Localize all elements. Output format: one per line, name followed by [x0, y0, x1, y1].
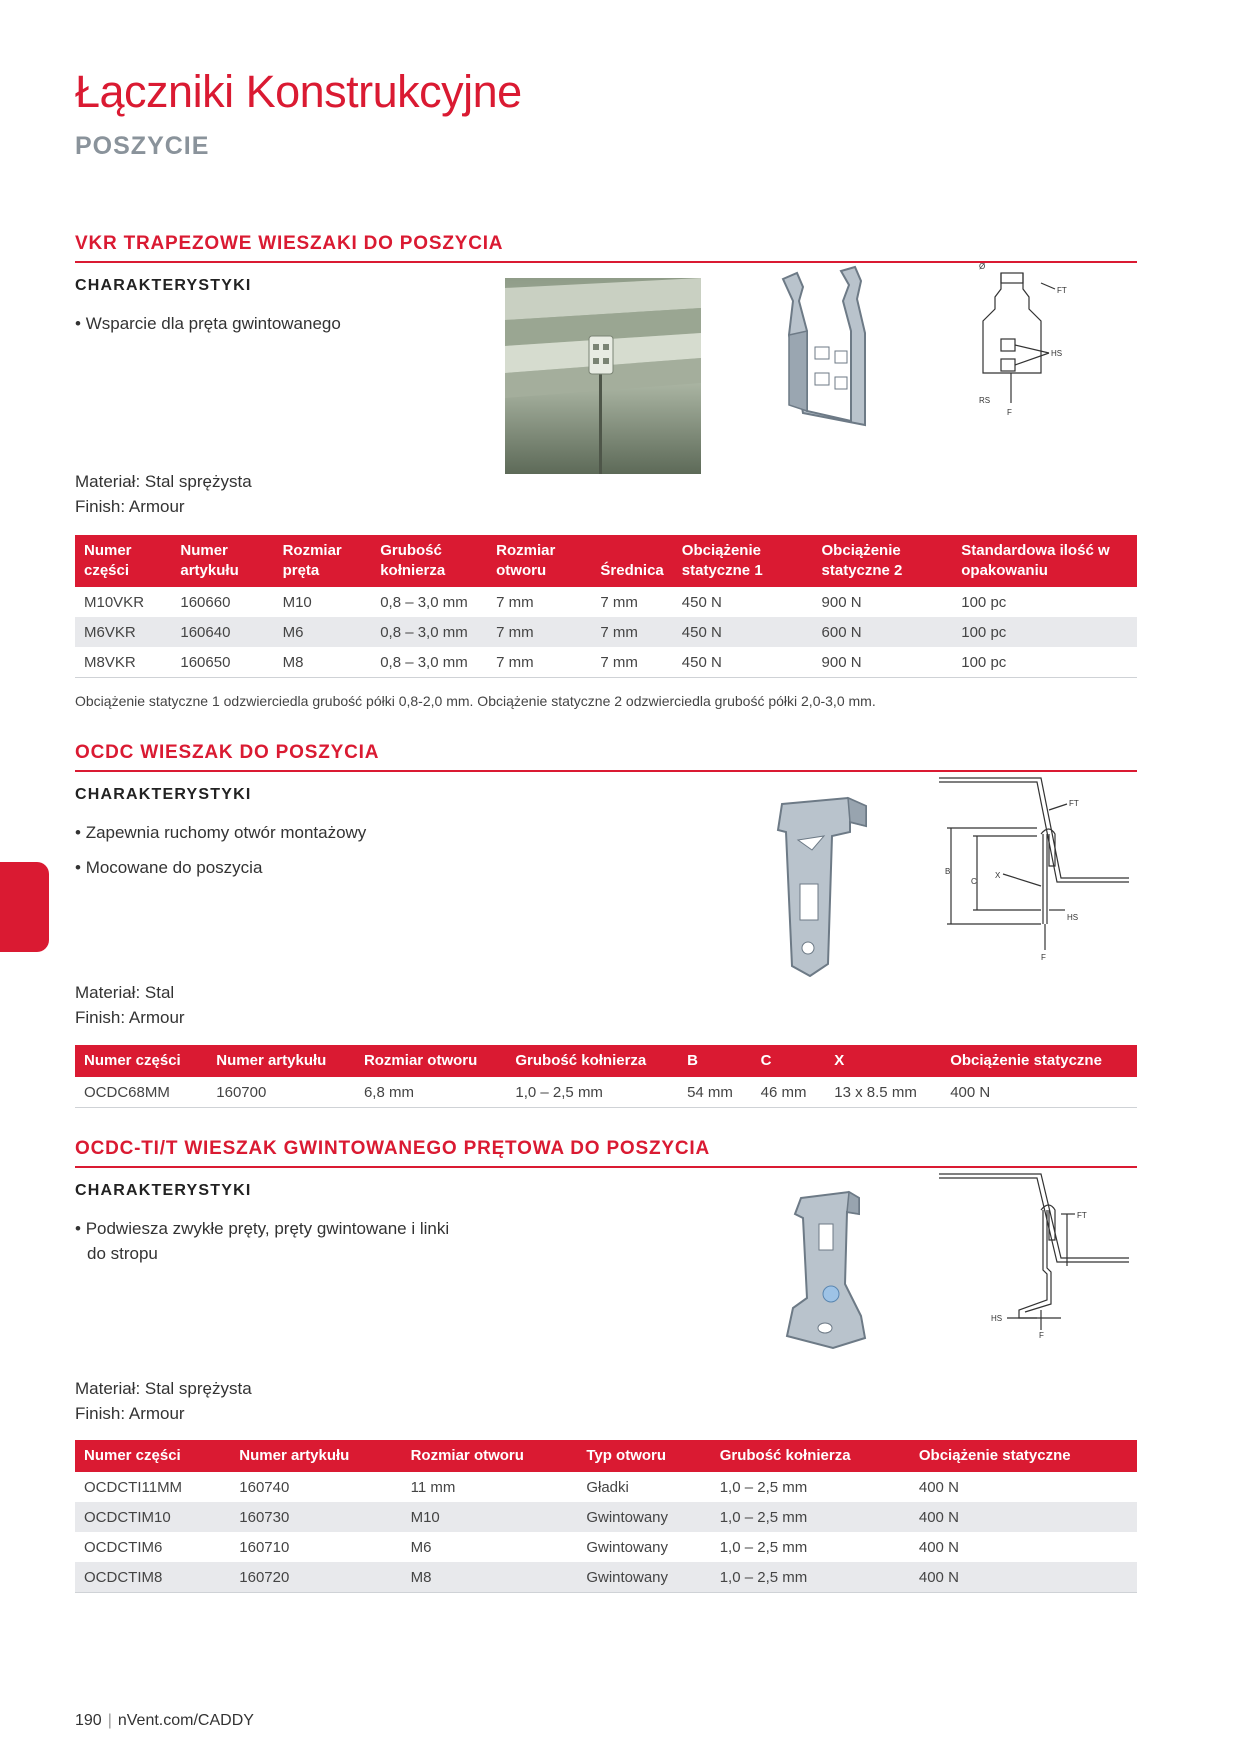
table-cell: 1,0 – 2,5 mm: [719, 1538, 808, 1556]
characteristics-heading: CHARAKTERYSTYKI: [75, 1182, 252, 1199]
column-header: Numer części: [75, 1440, 230, 1472]
table-row: [75, 1532, 1137, 1562]
table-cell: Gładki: [586, 1478, 629, 1496]
column-header: B: [678, 1045, 752, 1077]
footer-separator: |: [107, 1712, 112, 1729]
table-cell: 160710: [239, 1538, 290, 1556]
side-tab-marker: [0, 862, 49, 952]
table-row: [75, 587, 1137, 617]
finish-text: Finish: Armour: [75, 1404, 185, 1423]
table-cell: M8: [274, 647, 372, 678]
table-cell: 400 N: [918, 1478, 959, 1496]
table-row: [75, 1502, 1137, 1532]
table-row: [75, 1562, 1137, 1593]
section-title: OCDC WIESZAK DO POSZYCIA: [75, 742, 1137, 772]
column-header: Grubość kołnierza: [506, 1045, 678, 1077]
table-cell: M10VKR: [84, 593, 145, 611]
ocdc-technical-drawing: [937, 774, 1137, 964]
table-cell: 7 mm: [487, 647, 591, 678]
table-cell: 160640: [171, 617, 273, 647]
footer-link[interactable]: nVent.com/CADDY: [117, 1712, 254, 1729]
table-cell: M6: [410, 1538, 432, 1556]
ocdc-product-image: [770, 792, 880, 977]
column-header: Typ otworu: [577, 1440, 710, 1472]
table-cell: 450 N: [673, 617, 813, 647]
table-cell: 100 pc: [952, 647, 1137, 678]
table-cell: OCDCTIM6: [84, 1538, 163, 1556]
section-vkr: [75, 233, 1137, 713]
table-cell: 450 N: [681, 593, 722, 611]
diagram-label-ft: FT: [1077, 1211, 1087, 1220]
table-row: [75, 1077, 1137, 1108]
table-cell: 7 mm: [496, 593, 534, 611]
table-cell: 0,8 – 3,0 mm: [380, 593, 468, 611]
column-header: Numer artykułu: [207, 1045, 355, 1077]
table-header-row: [75, 1045, 1137, 1077]
diagram-label-hs: HS: [1051, 349, 1063, 358]
diagram-label-c: C: [971, 877, 977, 886]
material-text: Materiał: Stal: [75, 983, 175, 1002]
column-header: C: [752, 1045, 826, 1077]
diagram-label-hs: HS: [1067, 913, 1079, 922]
diagram-label-rs: RS: [979, 396, 991, 405]
table-cell: 900 N: [821, 593, 862, 611]
table-row: [75, 647, 1137, 678]
vkr-product-image: [763, 261, 883, 441]
table-row: [75, 1472, 1137, 1502]
column-header: Numer artykułu: [171, 535, 273, 587]
diagram-label-ft: FT: [1069, 799, 1079, 808]
column-header: Grubość kołnierza: [711, 1440, 910, 1472]
table-cell: 0,8 – 3,0 mm: [371, 617, 487, 647]
material-info: [75, 1376, 252, 1426]
table-cell: 160650: [171, 647, 273, 678]
section-ocdc-ti: [75, 1138, 1137, 1598]
table-cell: 54 mm: [678, 1077, 752, 1108]
table-cell: 1,0 – 2,5 mm: [711, 1502, 910, 1532]
table-cell: 400 N: [941, 1077, 1137, 1108]
table-cell: 160730: [230, 1502, 401, 1532]
table-cell: Gwintowany: [577, 1562, 710, 1593]
column-header: Numer części: [75, 535, 171, 587]
table-cell: 400 N: [918, 1538, 959, 1556]
bullet-item: • Podwiesza zwykłe pręty, pręty gwintowane i linki do stropu: [75, 1216, 467, 1266]
page-footer: [75, 1712, 254, 1730]
column-header: Rozmiar otworu: [487, 535, 591, 587]
material-info: [75, 980, 185, 1030]
column-header: Obciążenie statyczne: [941, 1045, 1137, 1077]
table-cell: Gwintowany: [586, 1538, 669, 1556]
diagram-label-hs: HS: [991, 1314, 1003, 1323]
table-cell: 160660: [180, 593, 231, 611]
table-cell: 7 mm: [591, 617, 672, 647]
table-cell: Gwintowany: [577, 1502, 710, 1532]
table-header-row: [75, 1440, 1137, 1472]
table-cell: 900 N: [813, 647, 953, 678]
section-title: VKR TRAPEZOWE WIESZAKI DO POSZYCIA: [75, 233, 1137, 263]
table-cell: 1,0 – 2,5 mm: [506, 1077, 678, 1108]
column-header: Obciążenie statyczne: [910, 1440, 1137, 1472]
table-cell: 160740: [239, 1478, 290, 1496]
column-header: Rozmiar pręta: [274, 535, 372, 587]
column-header: Numer artykułu: [230, 1440, 401, 1472]
ocdc-spec-table: [75, 1045, 1137, 1108]
characteristics-heading: CHARAKTERYSTYKI: [75, 277, 252, 294]
table-cell: 400 N: [910, 1502, 1137, 1532]
vkr-spec-table: [75, 535, 1137, 678]
diagram-label-x: X: [995, 871, 1001, 880]
table-cell: 13 x 8.5 mm: [825, 1077, 941, 1108]
table-note: Obciążenie statyczne 1 odzwierciedla grubość półki 0,8-2,0 mm. Obciążenie statyczne 2 odzwierciedla grubość półki 2,0-3,0 mm.: [75, 693, 876, 709]
column-header: Rozmiar otworu: [355, 1045, 506, 1077]
bullet-item: • Wsparcie dla pręta gwintowanego: [75, 311, 1137, 336]
finish-text: Finish: Armour: [75, 1008, 185, 1027]
table-cell: M8: [402, 1562, 578, 1593]
table-cell: 100 pc: [952, 617, 1137, 647]
table-cell: M10: [402, 1502, 578, 1532]
table-cell: 11 mm: [410, 1478, 456, 1496]
table-cell: 0,8 – 3,0 mm: [371, 647, 487, 678]
table-header-row: [75, 535, 1137, 587]
table-cell: 7 mm: [600, 593, 638, 611]
column-header: Standardowa ilość w opakowaniu: [952, 535, 1137, 587]
diagram-label-f: F: [1007, 408, 1012, 417]
table-cell: 1,0 – 2,5 mm: [711, 1562, 910, 1593]
table-cell: 7 mm: [591, 647, 672, 678]
table-cell: M6VKR: [75, 617, 171, 647]
column-header: Grubość kołnierza: [371, 535, 487, 587]
page-title: Łączniki Konstrukcyjne: [75, 66, 522, 117]
table-row: [75, 617, 1137, 647]
diagram-label-b: B: [945, 867, 951, 876]
diagram-label-ft: FT: [1057, 286, 1067, 295]
table-cell: 450 N: [673, 647, 813, 678]
table-cell: OCDCTI11MM: [84, 1478, 183, 1496]
table-cell: OCDCTIM8: [75, 1562, 230, 1593]
material-text: Materiał: Stal sprężysta: [75, 472, 252, 491]
column-header: Średnica: [591, 535, 672, 587]
column-header: Rozmiar otworu: [402, 1440, 578, 1472]
table-cell: 46 mm: [752, 1077, 826, 1108]
table-cell: M10: [282, 593, 312, 611]
vkr-technical-drawing: [945, 253, 1125, 433]
table-cell: M6: [274, 617, 372, 647]
section-ocdc: [75, 742, 1137, 1112]
table-cell: 100 pc: [961, 593, 1007, 611]
diagram-label-f: F: [1041, 953, 1046, 962]
column-header: Obciążenie statyczne 1: [673, 535, 813, 587]
ocdc-ti-spec-table: [75, 1440, 1137, 1593]
page-subtitle: POSZYCIE: [75, 132, 210, 160]
material-text: Materiał: Stal sprężysta: [75, 1379, 252, 1398]
page-number: 190: [75, 1712, 102, 1729]
finish-text: Finish: Armour: [75, 497, 185, 516]
ocdc-ti-technical-drawing: [937, 1170, 1137, 1340]
material-info: [75, 469, 252, 519]
table-cell: 6,8 mm: [355, 1077, 506, 1108]
table-cell: 160720: [230, 1562, 401, 1593]
vkr-installed-photo: [505, 278, 701, 474]
column-header: Obciążenie statyczne 2: [813, 535, 953, 587]
section-title: OCDC-TI/T WIESZAK GWINTOWANEGO PRĘTOWA DO POSZYCIA: [75, 1138, 1137, 1168]
bullet-item: • Mocowane do poszycia: [75, 855, 1137, 880]
table-cell: 7 mm: [487, 617, 591, 647]
ocdc-ti-product-image: [773, 1188, 883, 1353]
table-cell: M8VKR: [75, 647, 171, 678]
column-header: X: [825, 1045, 941, 1077]
diagram-label-diameter: Ø: [979, 262, 986, 271]
table-cell: OCDCTIM10: [75, 1502, 230, 1532]
bullet-item: • Zapewnia ruchomy otwór montażowy: [75, 820, 1137, 845]
table-cell: OCDC68MM: [75, 1077, 207, 1108]
table-cell: 1,0 – 2,5 mm: [719, 1478, 808, 1496]
diagram-label-f: F: [1039, 1331, 1044, 1340]
column-header: Numer części: [75, 1045, 207, 1077]
table-cell: 600 N: [813, 617, 953, 647]
characteristics-heading: CHARAKTERYSTYKI: [75, 786, 252, 803]
table-cell: 400 N: [910, 1562, 1137, 1593]
table-cell: 160700: [207, 1077, 355, 1108]
